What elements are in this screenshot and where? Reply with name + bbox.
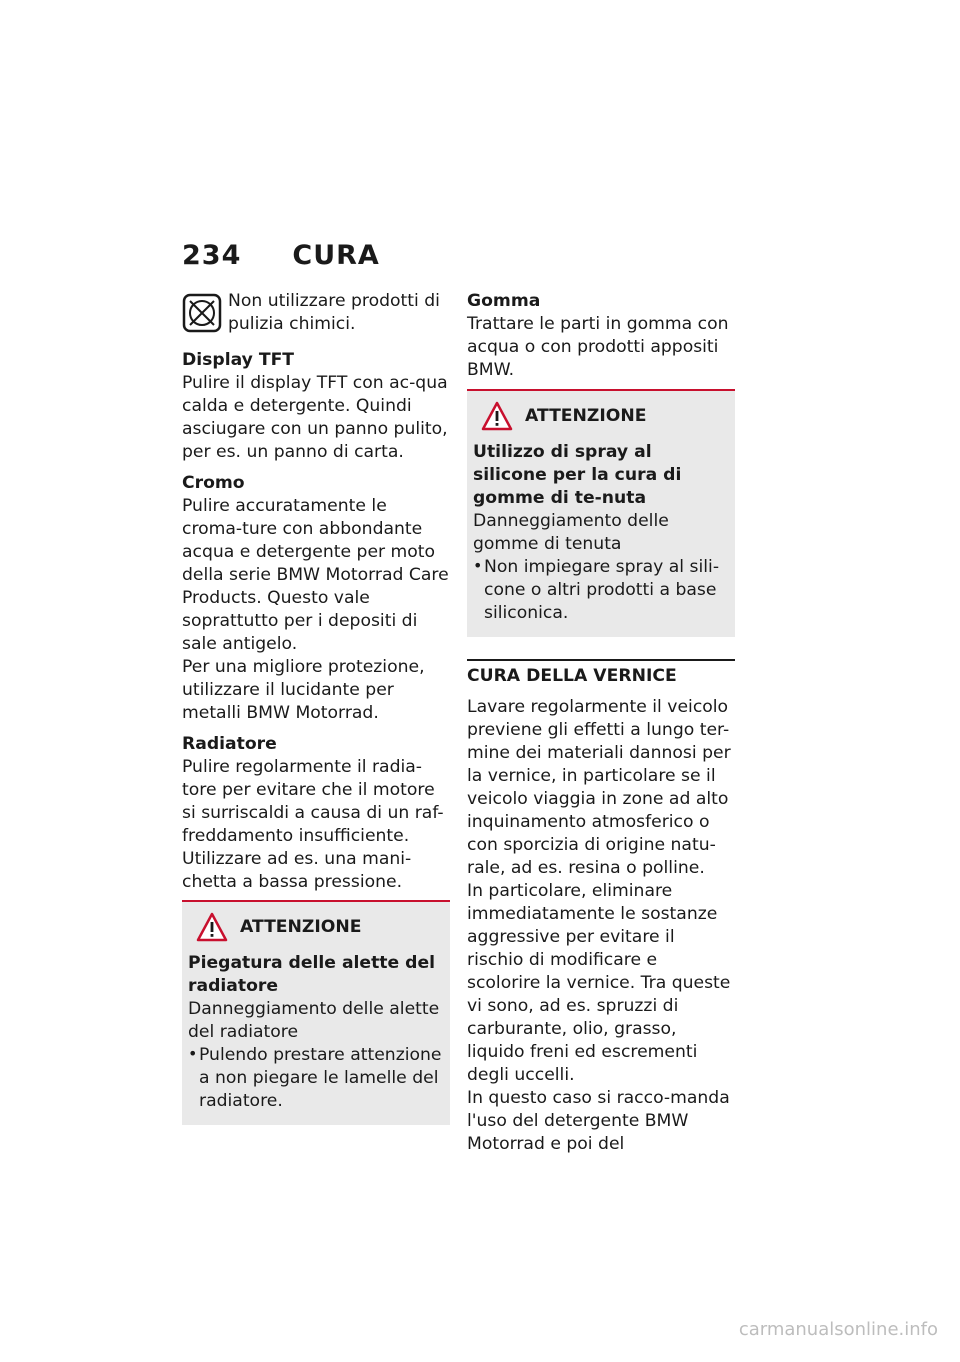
chemical-note <box>182 290 450 336</box>
right-column <box>467 290 735 1156</box>
cromo-heading: Cromo <box>182 473 245 493</box>
no-chemicals-icon <box>182 293 222 333</box>
warning-text: Danneggiamento delle alette del radiatore <box>188 999 440 1042</box>
radiatore-heading: Radiatore <box>182 734 277 754</box>
vernice-text-3: In questo caso si racco-manda l'uso del detergente BMW Motorrad e poi del <box>467 1088 730 1154</box>
warning-heading: Utilizzo di spray al silicone per la cura di gomme di te-nuta <box>473 442 682 508</box>
left-column <box>182 290 450 1125</box>
page-number: 234 <box>182 240 242 271</box>
warning-bullet <box>188 1044 444 1113</box>
tft-text: Pulire il display TFT con ac-qua calda e detergente. Quindi asciugare con un panno pulito, per es. un panno di carta. <box>182 373 448 462</box>
warning-bullet <box>473 556 729 625</box>
warning-title-text: ATTENZIONE <box>240 917 362 937</box>
bullet-dot: • <box>188 1044 198 1063</box>
chemical-note-text: Non utilizzare prodotti di pulizia chimici. <box>228 291 440 334</box>
warning-triangle-icon <box>481 401 513 431</box>
gomma-heading: Gomma <box>467 291 541 311</box>
warning-box-radiator <box>182 900 450 1125</box>
cromo-text-1: Pulire accuratamente le croma-ture con abbondante acqua e detergente per moto della serie BMW Motorrad Care Products. Questo vale soprattutto per i depositi di sale antigelo. <box>182 496 449 654</box>
warning-title <box>188 912 444 942</box>
vernice-text-1: Lavare regolarmente il veicolo previene gli effetti a lungo ter-mine dei materiali dannosi per la vernice, in particolare se il veicolo viaggia in zone ad alto inquinamento atmosferico o con sporcizia di origine natu-rale, ad es. resina o polline. <box>467 697 731 878</box>
warning-title <box>473 401 729 431</box>
gomma-text: Trattare le parti in gomma con acqua o con prodotti appositi BMW. <box>467 314 729 380</box>
warning-bullet-text: Non impiegare spray al sili-cone o altri prodotti a base siliconica. <box>484 557 720 623</box>
cromo-text-2: Per una migliore protezione, utilizzare il lucidante per metalli BMW Motorrad. <box>182 657 425 723</box>
watermark: carmanualsonline.info <box>738 1319 938 1340</box>
warning-triangle-icon <box>196 912 228 942</box>
radiatore-text-1: Pulire regolarmente il radia-tore per evitare che il motore si surriscaldi a causa di un raf-freddamento insufficiente. <box>182 757 444 846</box>
warning-text: Danneggiamento delle gomme di tenuta <box>473 511 669 554</box>
bullet-dot: • <box>473 556 483 575</box>
warning-heading: Piegatura delle alette del radiatore <box>188 953 436 996</box>
page-header <box>182 240 380 271</box>
radiatore-text-2: Utilizzare ad es. una mani-chetta a bassa pressione. <box>182 849 412 892</box>
section-title: CURA <box>292 240 380 271</box>
warning-title-text: ATTENZIONE <box>525 406 647 426</box>
warning-bullet-text: Pulendo prestare attenzione a non piegare le lamelle del radiatore. <box>199 1045 442 1111</box>
section-heading-vernice: CURA DELLA VERNICE <box>467 659 735 688</box>
warning-box-silicone <box>467 389 735 637</box>
vernice-text-2: In particolare, eliminare immediatamente le sostanze aggressive per evitare il rischio di modificare e scolorire la vernice. Tra queste vi sono, ad es. spruzzi di carburante, olio, grasso, liquido freni ed escrementi degli uccelli. <box>467 881 731 1085</box>
tft-heading: Display TFT <box>182 350 295 370</box>
